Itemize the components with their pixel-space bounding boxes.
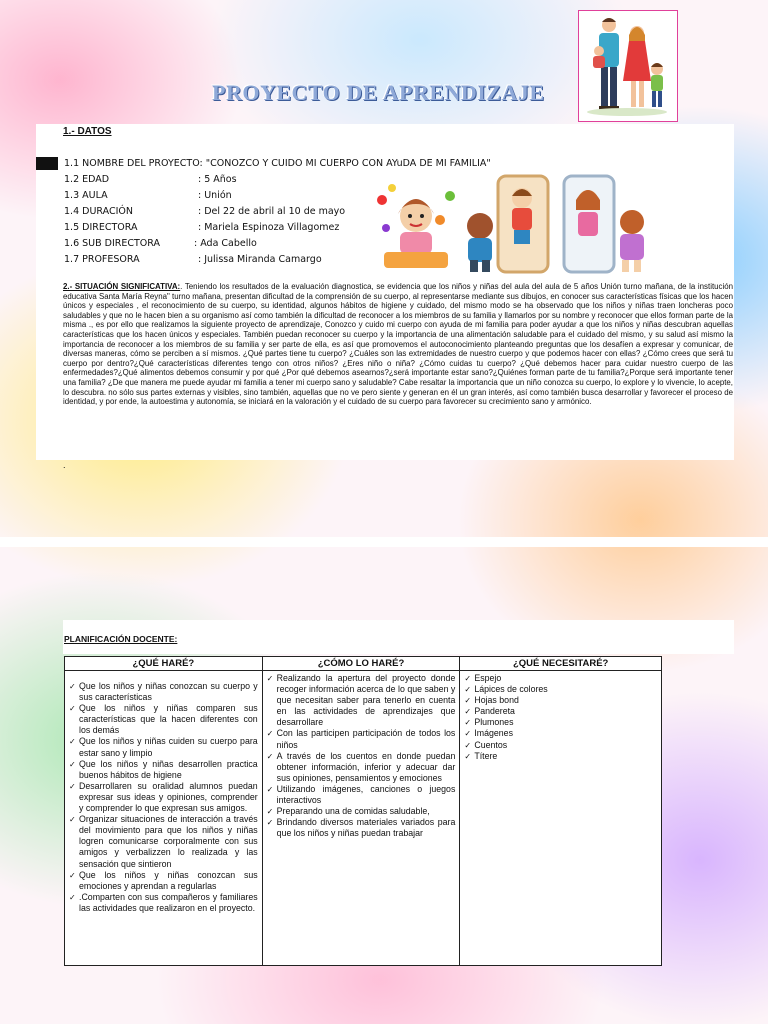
header-que-necesitare: ¿QUÉ NECESITARÉ? xyxy=(460,657,662,671)
list-item: ✓ .Comparten con sus compañeros y familiares las actividades que realizaron en el proyecto. xyxy=(69,892,258,914)
list-item: ✓ Que los niños y niñas conozcan sus emociones y aprendan a regularlas xyxy=(69,870,258,892)
list-item: ✓ Pandereta xyxy=(464,706,657,717)
data-row-subdirectora xyxy=(64,238,257,249)
header-como-lo-hare: ¿CÓMO LO HARÉ? xyxy=(262,657,460,671)
page-title: PROYECTO DE APRENDIZAJE xyxy=(212,80,545,105)
data-label: 1.6 SUB DIRECTORA xyxy=(64,238,160,249)
list-item: ✓ Hojas bond xyxy=(464,695,657,706)
planificacion-heading: PLANIFICACIÓN DOCENTE: xyxy=(64,634,178,644)
girl-eating-fruit-illustration xyxy=(372,180,460,274)
data-row-edad xyxy=(64,174,237,185)
situacion-text: . Teniendo los resultados de la evaluación diagnostica, se evidencia que los niños y niñas del aula del aula de 5 años Unión turno mañana, de la institución educativa Santa María Reyna" turno mañana, presentan dificultad de la comprensión de su cuerpo, al representarse mediante sus dibujos, en conocer sus características físicas que los hacen únicos y especiales , el reconocimiento de su cuerpo, su identidad, algunos hábitos de higiene y cuidado, del mismo modo se ha observado que los niños y niñas traen loncheras poco saludables y que no le hacen bien a su organismo así como también la dificultad de reconocer a los miembros de su familia y llamarlos por su nombre y reconocer que ellos forman parte de la misma ., es por ello que realizamos la siguiente proyecto de aprendizaje, Conozco y cuido mi cuerpo con ayuda de mi familia para poder ayudar a que los niños y niñas descubran aquellas características que los hacen únicos y especiales. También puedan reconocer su cuerpo y la importancia de una alimentación saludable para el cuidado del mismo, y su salud así mismo la importancia de reconocer a los miembros de su familia y ser parte de ella, es así que promovemos el autoconocimiento planteando preguntas que los desafíen a expresar y comunicar, de diversas maneras, cómo se perciben a sí mismos. ¿Qué partes tiene tu cuerpo? ¿Cuáles son las extremidades de nuestro cuerpo y que podemos hacer con ellas? ¿Cómo crees que será tu cuerpo por dentro?¿Qué características diferentes tengo con otros niños? ¿Eres niño o niña? ¿Cómo cuidas tu cuerpo? ¿Qué debemos hacer para cuidar nuestro cuerpo de las enfermedades?¿Qué alimentos debemos consumir y por qué ¿Por qué debemos asearnos?¿será importante estar sano?¿Quiénes forman parte de tu familia?¿Porque será importante tener una familia? ¿De que manera me puede ayudar mi familia a tener mi cuerpo sano y saludable? Cabe resaltar la importancia que un niño conozca su cuerpo, lo explore y lo vivencie, lo acepte, lo descubra. no sólo sus partes externas y visibles, sino también, aquellas que no ve pero siente y generan en él un gran interés, así como también busca desarrollar y favorecer el proceso de identidad, y por ende, la autoestima y autonomía, se iniciará en la valoración y el cuidado de su cuerpo para favorecer su crecimiento sano y armónico. xyxy=(63,282,734,407)
data-row-directora xyxy=(64,222,339,233)
data-label: 1.4 DURACIÓN xyxy=(64,206,133,217)
data-label: 1.5 DIRECTORA xyxy=(64,222,138,233)
header-que-hare: ¿QUÉ HARÉ? xyxy=(65,657,263,671)
list-item: ✓ Desarrollaren su oralidad alumnos puedan expresar sus ideas y opiniones, comprender y comprender lo que expresan sus amigos. xyxy=(69,781,258,814)
data-label: 1.7 PROFESORA xyxy=(64,254,140,265)
data-label: 1.3 AULA xyxy=(64,190,108,201)
situacion-heading: 2.- SITUACIÓN SIGNIFICATIVA: xyxy=(63,282,181,291)
list-item: ✓ Que los niños y niñas comparen sus características que la hacen diferentes con los demás xyxy=(69,703,258,736)
redaction-mark xyxy=(36,157,58,170)
list-item: ✓ Que los niños y niñas conozcan su cuerpo y sus características xyxy=(69,681,258,703)
trailing-dot: . xyxy=(63,460,66,470)
data-value: : Unión xyxy=(198,190,232,201)
list-item: ✓ Imágenes xyxy=(464,728,657,739)
data-row-aula xyxy=(64,190,232,201)
list-item: ✓ Cuentos xyxy=(464,740,657,751)
data-row-duracion xyxy=(64,206,345,217)
list-item: ✓ Organizar situaciones de interacción a través del movimiento para que los niños y niñas logren comunicarse corporalmente con sus amigos y verbalizzen lo realizada y las sensación que sintieron xyxy=(69,814,258,869)
list-item: ✓ Que los niños y niñas desarrollen practica buenos hábitos de higiene xyxy=(69,759,258,781)
situacion-paragraph xyxy=(63,282,733,407)
data-label: 1.2 EDAD xyxy=(64,174,110,185)
list-item: ✓ Lápices de colores xyxy=(464,684,657,695)
list-item: ✓ Brindando diversos materiales variados para que los niños y niñas puedan trabajar xyxy=(267,817,456,839)
que-necesitare-cell xyxy=(460,671,662,966)
data-row-nombre xyxy=(64,158,491,169)
data-value: : Ada Cabello xyxy=(194,238,257,249)
list-item: ✓ Preparando una de comidas saludable, xyxy=(267,806,456,817)
boy-mirror-illustration xyxy=(462,174,552,274)
table-header-row xyxy=(65,657,662,671)
list-item: ✓ Con las participen participación de todos los niños xyxy=(267,728,456,750)
data-value: : Julissa Miranda Camargo xyxy=(198,254,322,265)
page-separator xyxy=(0,537,768,547)
list-item: ✓ A través de los cuentos en donde puedan obtener información, inferior y adecuar dar sus opiniones, pensamientos y emociones xyxy=(267,751,456,784)
list-item: ✓ Utilizando imágenes, canciones o juegos interactivos xyxy=(267,784,456,806)
table-body-row xyxy=(65,671,662,966)
planificacion-table xyxy=(64,656,662,966)
data-label: 1.1 NOMBRE DEL PROYECTO: xyxy=(64,158,203,169)
family-illustration xyxy=(578,10,678,122)
list-item: ✓ Plumones xyxy=(464,717,657,728)
list-item: ✓ Títere xyxy=(464,751,657,762)
family-icon xyxy=(579,11,676,120)
como-lo-hare-cell xyxy=(262,671,460,966)
data-row-profesora xyxy=(64,254,322,265)
data-value: : Del 22 de abril al 10 de mayo xyxy=(198,206,346,217)
que-hare-cell xyxy=(65,671,263,966)
list-item: ✓ Realizando la apertura del proyecto donde recoger información acerca de lo que saben y que necesitan saber para tenerlo en cuenta en las actividades de aprendizajes que desarrollare xyxy=(267,673,456,728)
data-value: "CONOZCO Y CUIDO MI CUERPO CON AYuDA DE MI FAMILIA" xyxy=(205,158,491,169)
girl-mirror-illustration xyxy=(560,174,652,274)
list-item: ✓ Espejo xyxy=(464,673,657,684)
list-item: ✓ Que los niños y niñas cuiden su cuerpo para estar sano y limpio xyxy=(69,736,258,758)
data-value: : 5 Años xyxy=(198,174,237,185)
datos-heading: 1.- DATOS xyxy=(63,126,112,137)
data-value: : Mariela Espinoza Villagomez xyxy=(198,222,340,233)
